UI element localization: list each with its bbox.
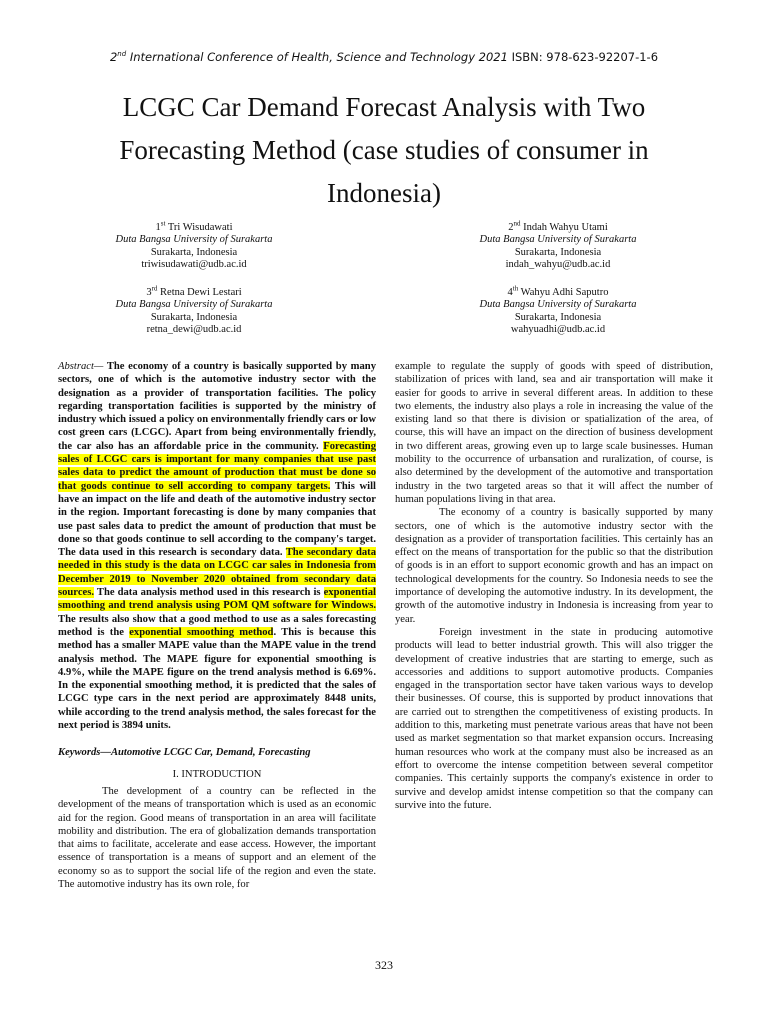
author-3: 3rd Retna Dewi Lestari Duta Bangsa University of Surakarta Surakarta, Indonesia retna_dewi@udb.ac.id xyxy=(64,287,324,337)
highlight: Forecasting sales of LCGC cars is important for many companies that use past sales data to predict the amount of production that must be done so that goods continue to sell according to company targets. xyxy=(58,440,376,492)
conference-header xyxy=(0,50,768,64)
left-column xyxy=(58,360,376,891)
author-email: indah_wahyu@udb.ac.id xyxy=(505,259,611,271)
section-heading: I. INTRODUCTION xyxy=(172,768,262,780)
highlight: The secondary data needed in this study is the data on LCGC car sales in Indonesia from December 2019 to November 2020 obtained from secondary data sources. xyxy=(58,547,376,599)
author-email: retna_dewi@udb.ac.id xyxy=(146,324,242,336)
isbn: ISBN: 978-623-92207-1-6 xyxy=(507,50,659,64)
author-4: 4th Wahyu Adhi Saputro Duta Bangsa University of Surakarta Surakarta, Indonesia wahyuadhi@udb.ac.id xyxy=(428,287,688,337)
keywords: Keywords—Automotive LCGC Car, Demand, Forecasting xyxy=(58,747,311,759)
author-email: wahyuadhi@udb.ac.id xyxy=(510,324,606,336)
abstract: Abstract— The economy of a country is basically supported by many sectors, one of which is the automotive industry sector with the designation as a provider of transportation facilities. The policy regarding transportation facilities is supported by the ministry of industry which issued a policy on environmentally friendly cars or low cost green cars (LCGC). Apart from being environmentally friendly, the car also has an affordable price in the community. Forecasting sales of LCGC cars is important for many companies that use past sales data to predict the amount of production that must be done so that goods continue to sell according to company targets. This will have an impact on the life and death of the automotive industry sector in the region. Important forecasting is done by many companies that use past sales data to predict the amount of production that must be done so that goods continue to sell according to the company's target. The data used in this research is secondary data. The secondary data needed in this study is the data on LCGC car sales in Indonesia from December 2019 to November 2020 obtained from secondary data sources. The data analysis method used in this research is exponential smoothing and trend analysis using POM QM software for Windows. The results also show that a good method to use as a sales forecasting method is the exponential smoothing method. This is because this method has a smaller MAPE value than the MAPE value in the trend analysis method. The MAPE figure for exponential smoothing is 4.9%, while the MAPE figure on the trend analysis method is 6.69%. In the exponential smoothing method, it is predicted that the sales of LCGC type cars in the next period are approximately 8448 units, while according to the trend analysis method, the sales forecast for the next period is 3894 units. xyxy=(58,361,377,732)
body-paragraph: example to regulate the supply of goods with speed of distribution, stabilization of prices with land, sea and air transportation will make it easier for goods to arrive in several different areas. In addition to these two elements, the industry also plays a role in increasing the value of the existing land so that there is division or spatialization of the area, of course, this will have an impact on the direction of business development in two different areas, growing even up to large scale businesses. Human mobility to the occurrence of urbansation and ruralization, of course, is also determined by the development of the automotive and transportation industry in the two targeted areas so that it will affect the number of human populations living in that area. xyxy=(395,361,713,505)
intro-paragraph: The development of a country can be reflected in the development of the means of transportation which is used as an economic aid for the region. Good means of transportation in an area will facilitate mobility and distribution. The era of globalization demands transportation that aims to facilitate, accelerate and ease access. However, the important essence of transportation is a means of support and an element of the economy so as to support the social life of the region and even the state. The automotive industry has its own role, for xyxy=(58,785,376,890)
paper-title: LCGC Car Demand Forecast Analysis with Two Forecasting Method (case studies of consumer in Indonesia) xyxy=(119,92,649,208)
author-1: 1st Tri Wisudawati Duta Bangsa University of Surakarta Surakarta, Indonesia triwisudawati@udb.ac.id xyxy=(64,222,324,272)
page-number: 323 xyxy=(375,958,393,972)
highlight: exponential smoothing method xyxy=(129,626,274,638)
conference-name: 2nd International Conference of Health, Science and Technology 2021 xyxy=(109,50,508,64)
right-column xyxy=(395,360,713,812)
body-paragraph: The economy of a country is basically supported by many sectors, one of which is the automotive industry sector with the designation as a provider of transportation facilities. This certainly has an effect on the means of transportation for the public so that the distribution of goods is in an effort to support economic growth and has an impact on technological developments for the country. So Indonesia needs to see the importance of developing the automotive industry. In its development, the growth of the automotive industry in Indonesia is increasing from year to year. xyxy=(395,507,713,625)
author-2: 2nd Indah Wahyu Utami Duta Bangsa University of Surakarta Surakarta, Indonesia indah_wahyu@udb.ac.id xyxy=(428,222,688,272)
author-email: triwisudawati@udb.ac.id xyxy=(141,259,247,271)
highlight: exponential smoothing and trend analysis using POM QM software for Windows. xyxy=(58,587,376,612)
body-paragraph: Foreign investment in the state in producing automotive products will lead to better industrial growth. This will also trigger the development of creative industries that are starting to emerge, such as accessories and additions to support automotive products. Companies engaged in the transportation sector have taken various ways to develop their businesses. Of course, this is supported by product innovations that are carried out to strengthen the competitiveness of existing products. In addition to this, marketing must penetrate various areas that have not been used as market segmentation so that market expansion occurs. Increasing human resources who work at the company must also be increased as an effort to overcome the intense competition between several competitor companies. This certainly supports the company's existence in order to survive and develop amidst intense competition so that the company can survive into the future. xyxy=(395,626,713,811)
